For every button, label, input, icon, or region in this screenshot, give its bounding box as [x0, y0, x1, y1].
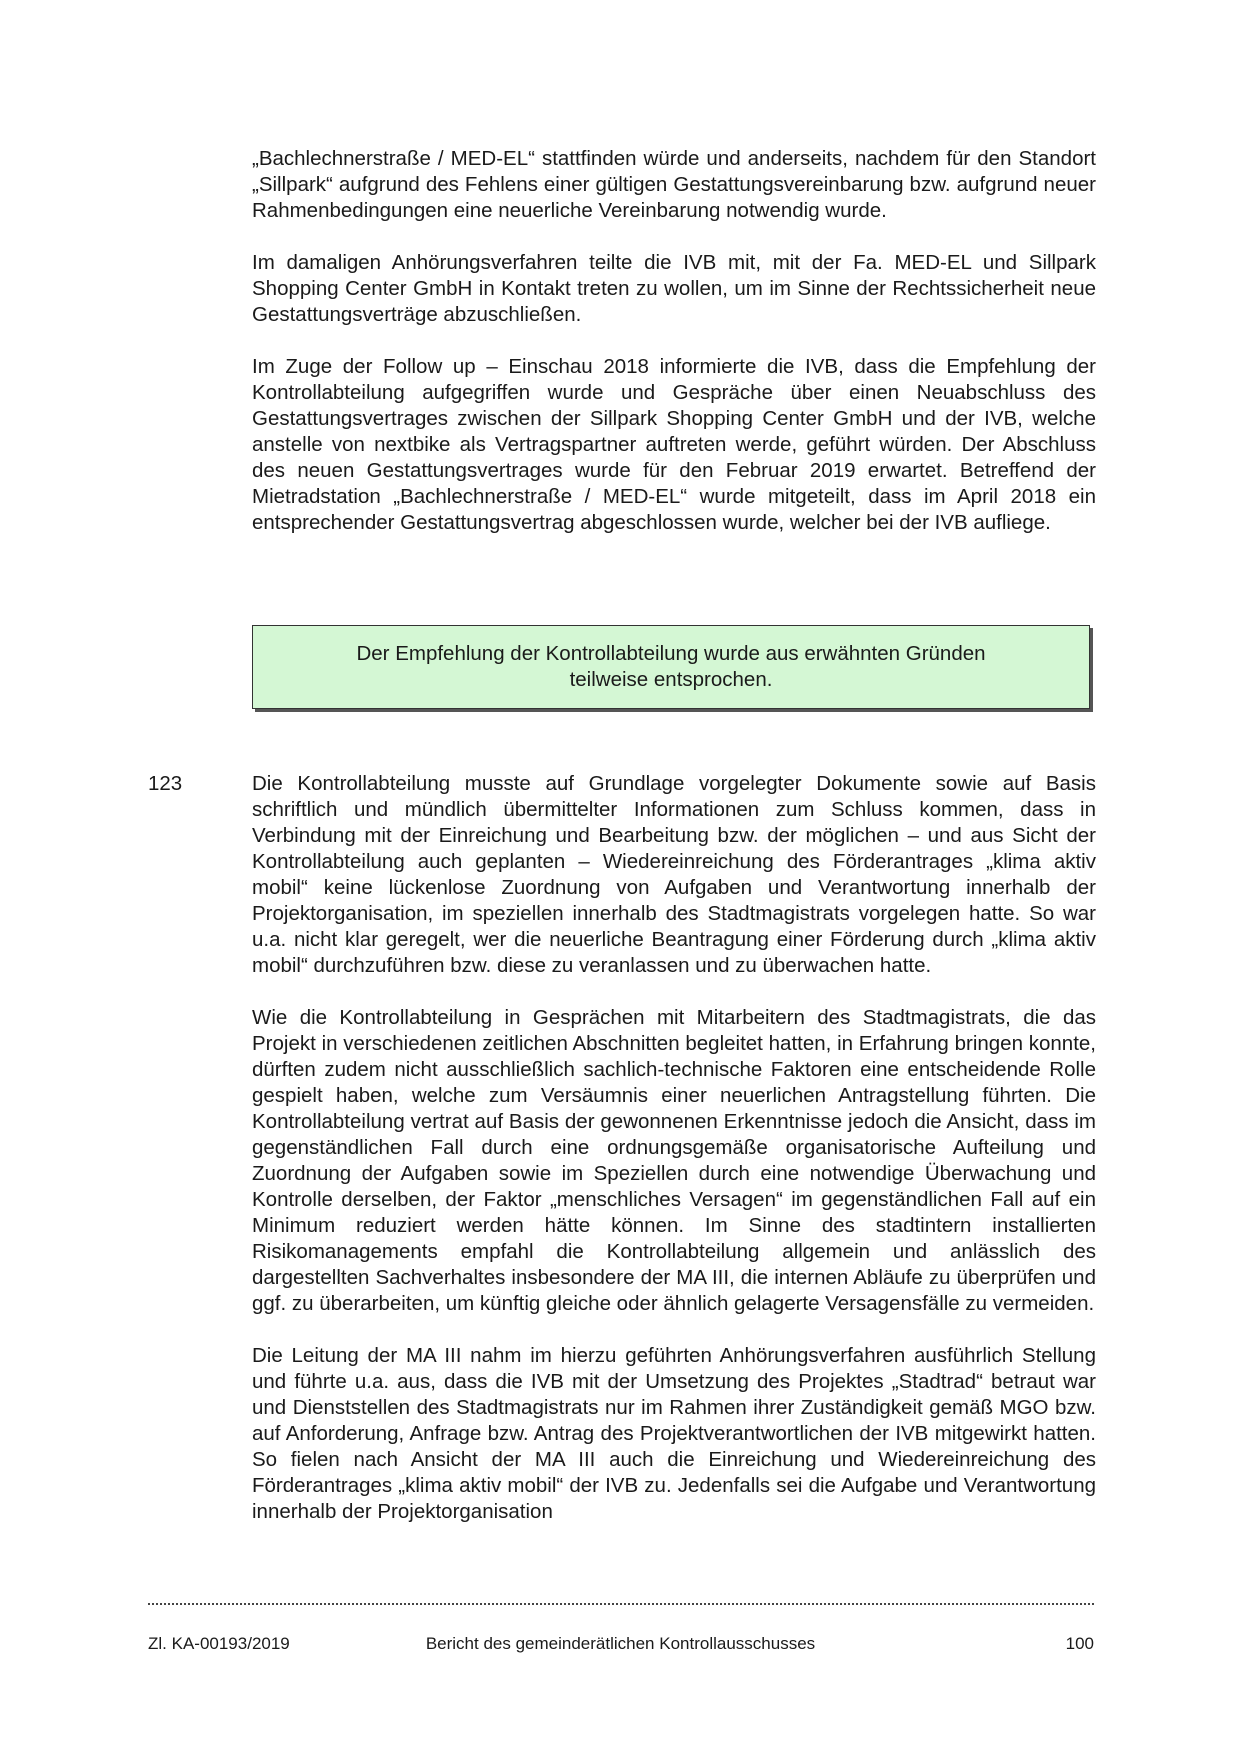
recommendation-box	[252, 625, 1090, 709]
footer-reference: Zl. KA-00193/2019	[148, 1634, 290, 1653]
footer-divider	[148, 1603, 1094, 1605]
paragraph-number: 123	[148, 772, 183, 795]
intro-section	[252, 146, 1096, 562]
section-123-paragraph-2: Wie die Kontrollabteilung in Gesprächen mit Mitarbeitern des Stadtmagistrats, die das Projekt in verschiedenen zeitlichen Abschnitten begleitet hatten, in Erfahrung bringen konnte, dürften zudem nicht ausschließlich sachlich-technische Faktoren eine entscheidende Rolle gespielt haben, welche zum Versäumnis einer neuerlichen Antragstellung führten. Die Kontrollabteilung vertrat auf Basis der gewonnenen Erkenntnisse jedoch die Ansicht, dass im gegenständlichen Fall durch eine ordnungsgemäße organisatorische Aufteilung und Zuordnung der Aufgaben sowie im Speziellen durch eine notwendige Überwachung und Kontrolle derselben, der Faktor „menschliches Versagen“ im gegenständlichen Fall auf ein Minimum reduziert werden hätte können. Im Sinne des stadtintern installierten Risikomanagements empfahl die Kontrollabteilung allgemein und anlässlich des dargestellten Sachverhaltes insbesondere der MA III, die internen Abläufe zu überprüfen und ggf. zu überarbeiten, um künftig gleiche oder ähnlich gelagerte Versagensfälle zu vermeiden.	[252, 1006, 1096, 1315]
section-123	[252, 771, 1096, 1551]
intro-paragraph-3: Im Zuge der Follow up – Einschau 2018 informierte die IVB, dass die Empfehlung der Kontrollabteilung aufgegriffen wurde und Gespräche über einen Neuabschluss des Gestattungsvertrages zwischen der Sillpark Shopping Center GmbH und der IVB, welche anstelle von nextbike als Vertragspartner auftreten werde, geführt würden. Der Abschluss des neuen Gestattungsvertrages wurde für den Februar 2019 erwartet. Betreffend der Mietradstation „Bachlechnerstraße / MED-EL“ wurde mitgeteilt, dass im April 2018 ein entsprechender Gestattungsvertrag abgeschlossen wurde, welcher bei der IVB aufliege.	[252, 355, 1096, 534]
recommendation-line-2: teilweise entsprochen.	[569, 668, 773, 691]
footer-page-number: 100	[1065, 1634, 1094, 1653]
footer-title: Bericht des gemeinderätlichen Kontrollausschusses	[425, 1634, 816, 1653]
section-123-paragraph-1: Die Kontrollabteilung musste auf Grundlage vorgelegter Dokumente sowie auf Basis schriftlich und mündlich übermittelter Informationen zum Schluss kommen, dass in Verbindung mit der Einreichung und Bearbeitung bzw. der möglichen – und aus Sicht der Kontrollabteilung auch geplanten – Wiedereinreichung des Förderantrages „klima aktiv mobil“ keine lückenlose Zuordnung von Aufgaben und Verantwortung innerhalb der Projektorganisation, im speziellen innerhalb des Stadtmagistrats vorgelegen hatte. So war u.a. nicht klar geregelt, wer die neuerliche Beantragung einer Förderung durch „klima aktiv mobil“ durchzuführen bzw. diese zu veranlassen und zu überwachen hatte.	[252, 772, 1096, 977]
recommendation-line-1: Der Empfehlung der Kontrollabteilung wurde aus erwähnten Gründen	[356, 642, 986, 665]
intro-paragraph-2: Im damaligen Anhörungsverfahren teilte die IVB mit, mit der Fa. MED-EL und Sillpark Shopping Center GmbH in Kontakt treten zu wollen, um im Sinne der Rechtssicherheit neue Gestattungsverträge abzuschließen.	[252, 251, 1096, 326]
section-123-paragraph-3: Die Leitung der MA III nahm im hierzu geführten Anhörungsverfahren ausführlich Stellung und führte u.a. aus, dass die IVB mit der Umsetzung des Projektes „Stadtrad“ betraut war und Dienststellen des Stadtmagistrats nur im Rahmen ihrer Zuständigkeit gemäß MGO bzw. auf Anforderung, Anfrage bzw. Antrag des Projektverantwortlichen der IVB mitgewirkt hatten. So fielen nach Ansicht der MA III auch die Einreichung und Wiedereinreichung des Förderantrages „klima aktiv mobil“ der IVB zu. Jedenfalls sei die Aufgabe und Verantwortung innerhalb der Projektorganisation	[252, 1344, 1096, 1523]
intro-paragraph-1: „Bachlechnerstraße / MED-EL“ stattfinden würde und anderseits, nachdem für den Standort „Sillpark“ aufgrund des Fehlens einer gültigen Gestattungsvereinbarung bzw. aufgrund neuer Rahmenbedingungen eine neuerliche Vereinbarung notwendig wurde.	[252, 147, 1096, 222]
